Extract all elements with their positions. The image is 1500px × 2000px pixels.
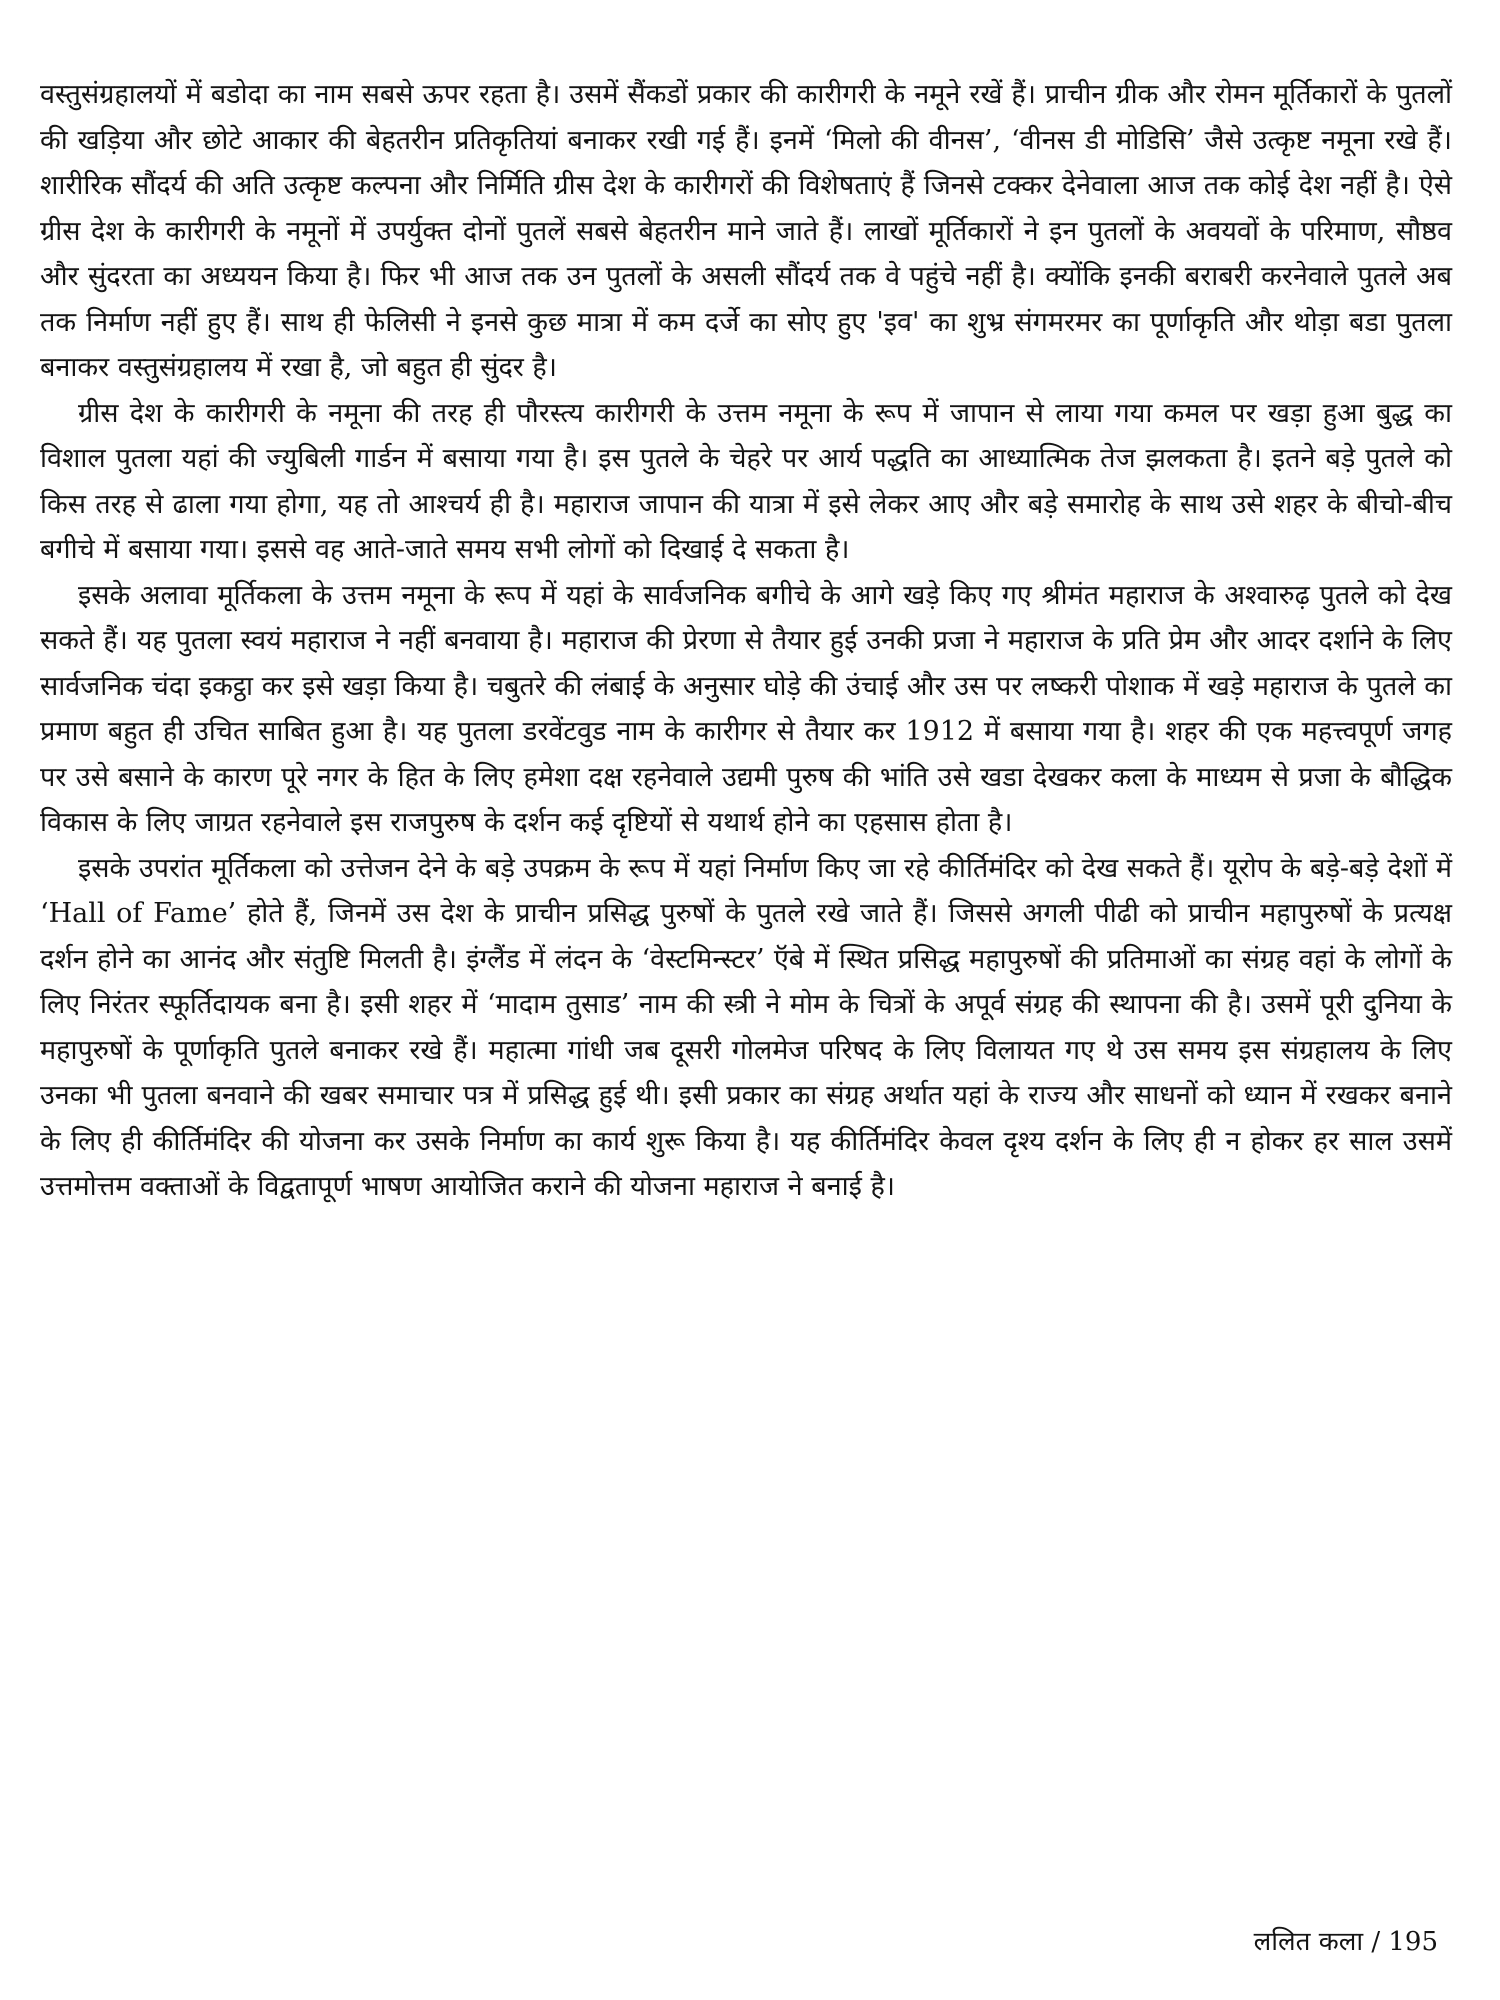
body-text — [40, 72, 1452, 1210]
paragraph-4: इसके उपरांत मूर्तिकला को उत्तेजन देने के बड़े उपक्रम के रूप में यहां निर्माण किए जा रहे कीर्तिमंदिर को देख सकते हैं। यूरोप के बड़े-बड़े देशों में ‘Hall of Fame’ होते हैं, जिनमें उस देश के प्राचीन प्रसिद्ध पुरुषों के पुतले रखे जाते हैं। जिससे अगली पीढी को प्राचीन महापुरुषों के प्रत्यक्ष दर्शन होने का आनंद और संतुष्टि मिलती है। इंग्लैंड में लंदन के ‘वेस्टमिन्स्टर’ ऍबे में स्थित प्रसिद्ध महापुरुषों की प्रतिमाओं का संग्रह वहां के लोगों के लिए निरंतर स्फूर्तिदायक बना है। इसी शहर में ‘मादाम तुसाड’ नाम की स्त्री ने मोम के चित्रों के अपूर्व संग्रह की स्थापना की है। उसमें पूरी दुनिया के महापुरुषों के पूर्णाकृति पुतले बनाकर रखे हैं। महात्मा गांधी जब दूसरी गोलमेज परिषद के लिए विलायत गए थे उस समय इस संग्रहालय के लिए उनका भी पुतला बनवाने की खबर समाचार पत्र में प्रसिद्ध हुई थी। इसी प्रकार का संग्रह अर्थात यहां के राज्य और साधनों को ध्यान में रखकर बनाने के लिए ही कीर्तिमंदिर की योजना कर उसके निर्माण का कार्य शुरू किया है। यह कीर्तिमंदिर केवल दृश्य दर्शन के लिए ही न होकर हर साल उसमें उत्तमोत्तम वक्ताओं के विद्वतापूर्ण भाषण आयोजित कराने की योजना महाराज ने बनाई है। — [40, 852, 1452, 1202]
paragraph-1: वस्तुसंग्रहालयों में बडोदा का नाम सबसे ऊपर रहता है। उसमें सैंकडों प्रकार की कारीगरी के नमूने रखें हैं। प्राचीन ग्रीक और रोमन मूर्तिकारों के पुतलों की खड़िया और छोटे आकार की बेहतरीन प्रतिकृतियां बनाकर रखी गई हैं। इनमें ‘मिलो की वीनस’, ‘वीनस डी मोडिसि’ जैसे उत्कृष्ट नमूना रखे हैं। शारीरिक सौंदर्य की अति उत्कृष्ट कल्पना और निर्मिति ग्रीस देश के कारीगरों की विशेषताएं हैं जिनसे टक्कर देनेवाला आज तक कोई देश नहीं है। ऐसे ग्रीस देश के कारीगरी के नमूनों में उपर्युक्त दोनों पुतलें सबसे बेहतरीन माने जाते हैं। लाखों मूर्तिकारों ने इन पुतलों के अवयवों के परिमाण, सौष्ठव और सुंदरता का अध्ययन किया है। फिर भी आज तक उन पुतलों के असली सौंदर्य तक वे पहुंचे नहीं है। क्योंकि इनकी बराबरी करनेवाले पुतले अब तक निर्माण नहीं हुए हैं। साथ ही फेलिसी ने इनसे कुछ मात्रा में कम दर्जे का सोए हुए 'इव' का शुभ्र संगमरमर का पूर्णाकृति और थोड़ा बडा पुतला बनाकर वस्तुसंग्रहालय में रखा है, जो बहुत ही सुंदर है। — [40, 79, 1452, 383]
page-footer: ललित कला / 195 — [1253, 1927, 1438, 1957]
paragraph-3: इसके अलावा मूर्तिकला के उत्तम नमूना के रूप में यहां के सार्वजनिक बगीचे के आगे खड़े किए गए श्रीमंत महाराज के अश्वारुढ़ पुतले को देख सकते हैं। यह पुतला स्वयं महाराज ने नहीं बनवाया है। महाराज की प्रेरणा से तैयार हुई उनकी प्रजा ने महाराज के प्रति प्रेम और आदर दर्शाने के लिए सार्वजनिक चंदा इकट्ठा कर इसे खड़ा किया है। चबुतरे की लंबाई के अनुसार घोड़े की उंचाई और उस पर लष्करी पोशाक में खड़े महाराज के पुतले का प्रमाण बहुत ही उचित साबित हुआ है। यह पुतला डरवेंटवुड नाम के कारीगर से तैयार कर 1912 में बसाया गया है। शहर की एक महत्त्वपूर्ण जगह पर उसे बसाने के कारण पूरे नगर के हित के लिए हमेशा दक्ष रहनेवाले उद्यमी पुरुष की भांति उसे खडा देखकर कला के माध्यम से प्रजा के बौद्धिक विकास के लिए जाग्रत रहनेवाले इस राजपुरुष के दर्शन कई दृष्टियों से यथार्थ होने का एहसास होता है। — [40, 579, 1452, 838]
paragraph-2: ग्रीस देश के कारीगरी के नमूना की तरह ही पौरस्त्य कारीगरी के उत्तम नमूना के रूप में जापान से लाया गया कमल पर खड़ा हुआ बुद्ध का विशाल पुतला यहां की ज्युबिली गार्डन में बसाया गया है। इस पुतले के चेहरे पर आर्य पद्धति का आध्यात्मिक तेज झलकता है। इतने बड़े पुतले को किस तरह से ढाला गया होगा, यह तो आश्चर्य ही है। महाराज जापान की यात्रा में इसे लेकर आए और बड़े समारोह के साथ उसे शहर के बीचो-बीच बगीचे में बसाया गया। इससे वह आते-जाते समय सभी लोगों को दिखाई दे सकता है। — [40, 397, 1452, 565]
